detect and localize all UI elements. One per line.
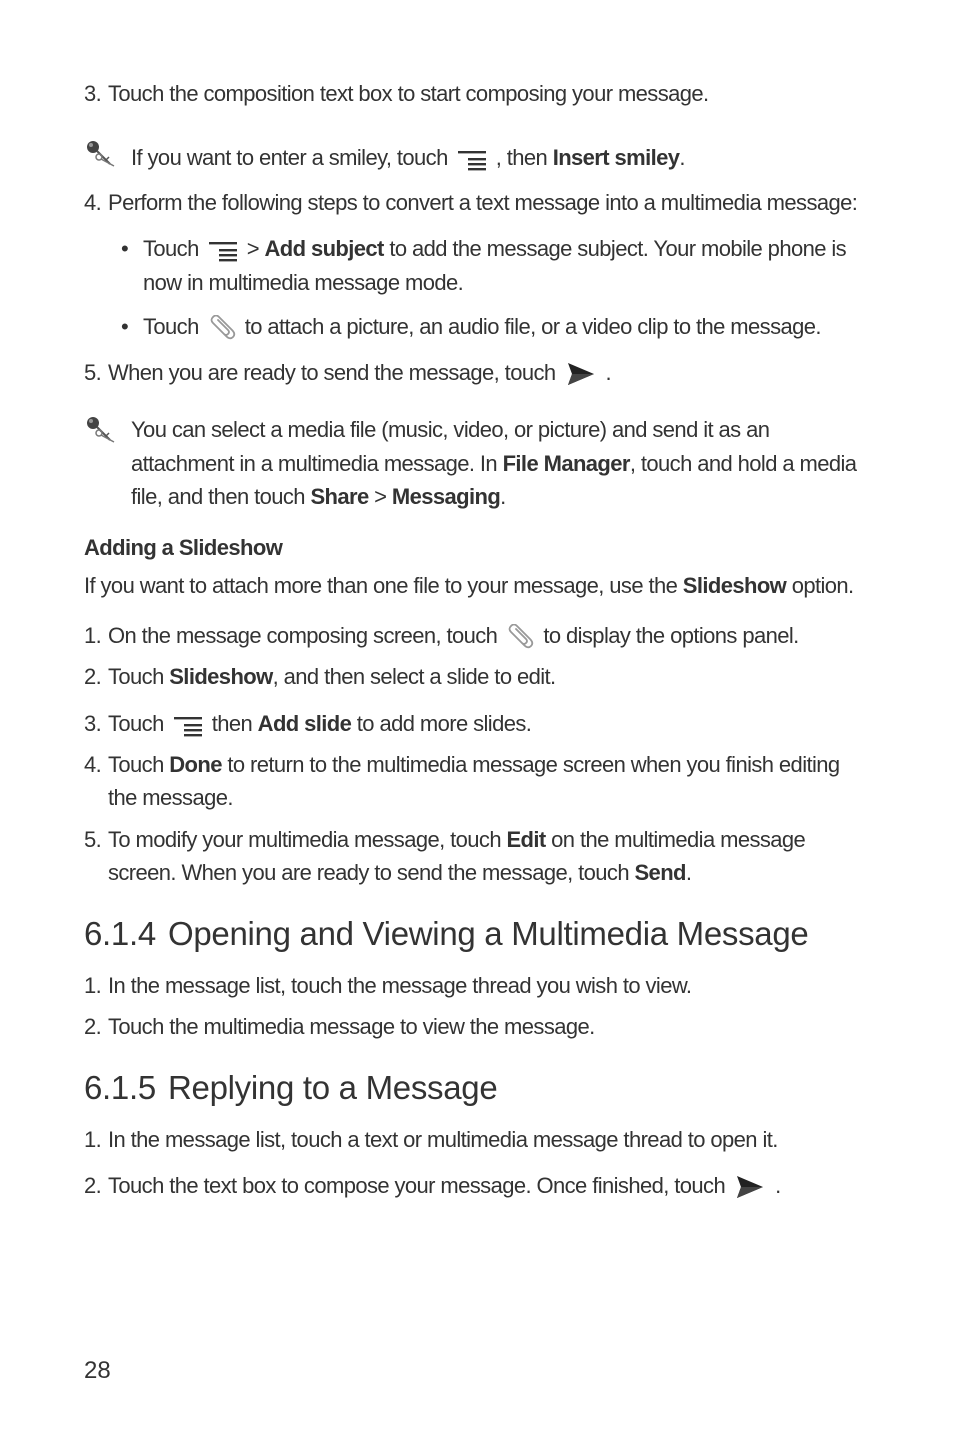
section-614-step-1: 1. In the message list, touch the message thread you wish to view. [84,973,692,998]
send-icon [735,1175,765,1199]
section-615-step-1: 1. In the message list, touch a text or multimedia message thread to open it. [84,1127,778,1152]
paperclip-icon [505,624,535,650]
menu-icon [174,714,202,736]
tip-media-line2: attachment in a multimedia message. In File Manager, touch and hold a media [131,451,857,476]
slideshow-step-4-line2: the message. [108,785,233,810]
slideshow-step-1: 1. On the message composing screen, touch to display the options panel. [84,619,799,653]
tip-media-line1: You can select a media file (music, video, or picture) and send it as an [131,417,770,442]
step-3: 3. Touch the composition text box to start composing your message. [84,81,709,106]
slideshow-step-4: 4. Touch Done to return to the multimedia message screen when you finish editing [84,752,840,777]
bullet-attach: Touch to attach a picture, an audio file, or a video clip to the message. [143,310,821,344]
bullet-add-subject-line2: now in multimedia message mode. [143,270,464,295]
page-number: 28 [84,1357,111,1384]
bullet-dot: • [121,314,129,339]
bullet-add-subject: Touch > Add subject to add the message subject. Your mobile phone is [143,236,847,261]
section-615-step-2: 2. Touch the text box to compose your message. Once finished, touch . [84,1173,781,1198]
menu-icon [458,148,486,170]
slideshow-step-3: 3. Touch then Add slide to add more slides. [84,711,532,736]
tip-media-line3: file, and then touch Share > Messaging. [131,484,506,509]
section-heading-615: 6.1.5 Replying to a Message [84,1069,498,1106]
slideshow-step-2: 2. Touch Slideshow, and then select a slide to edit. [84,664,556,689]
tip-keys-icon [84,138,118,168]
step-4: 4. Perform the following steps to convert a text message into a multimedia message: [84,190,858,215]
slideshow-heading: Adding a Slideshow [84,535,283,560]
slideshow-step-5-line2: screen. When you are ready to send the message, touch Send. [108,860,692,885]
bullet-dot: • [121,236,129,261]
slideshow-intro: If you want to attach more than one file to your message, use the Slideshow option. [84,573,854,598]
slideshow-step-5: 5. To modify your multimedia message, touch Edit on the multimedia message [84,827,806,852]
send-icon [566,362,596,386]
section-614-step-2: 2. Touch the multimedia message to view the message. [84,1014,595,1039]
section-heading-614: 6.1.4 Opening and Viewing a Multimedia Message [84,915,809,952]
menu-icon [209,239,237,261]
tip-smiley: If you want to enter a smiley, touch , then Insert smiley. [131,145,685,170]
tip-keys-icon [84,414,118,444]
step-5: 5. When you are ready to send the message, touch . [84,360,612,385]
paperclip-icon [207,315,237,341]
